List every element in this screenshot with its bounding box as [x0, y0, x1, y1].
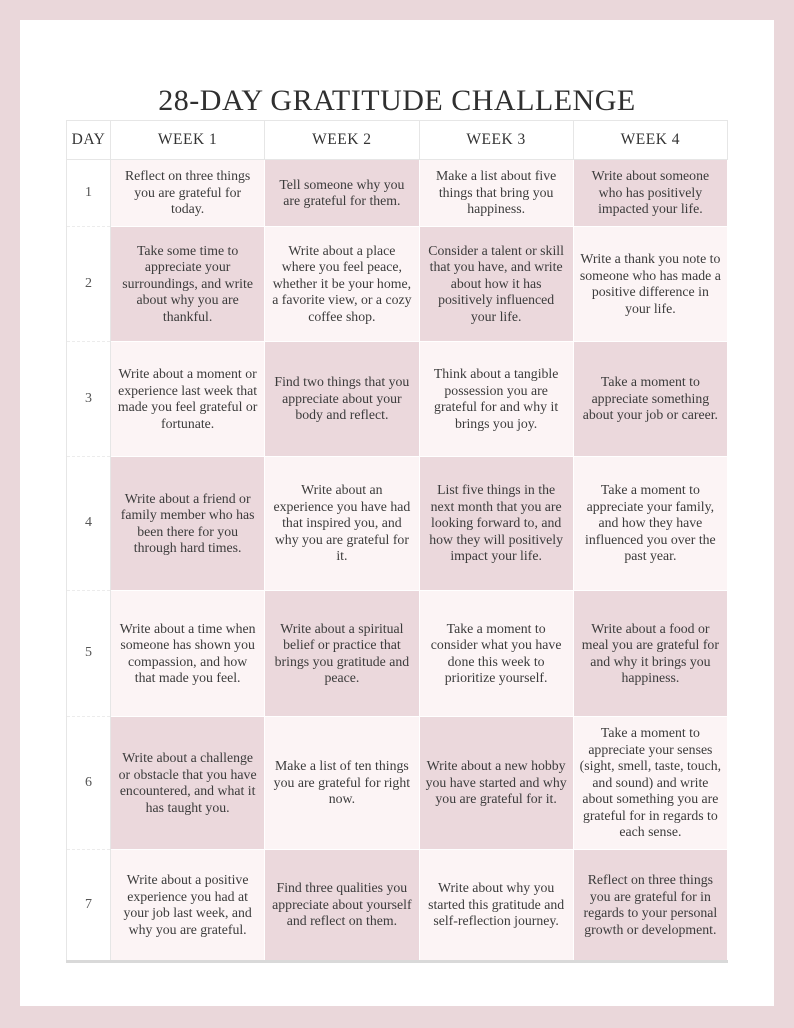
table-row [67, 227, 728, 342]
prompt-cell: Take some time to appreciate your surroundings, and write about why you are thankful. [111, 227, 265, 342]
header-week-3: WEEK 3 [419, 121, 573, 160]
table-row [67, 342, 728, 457]
prompt-cell: Think about a tangible possession you are grateful for and why it brings you joy. [419, 342, 573, 457]
day-number: 6 [67, 717, 111, 850]
prompt-cell: Take a moment to appreciate something about your job or career. [573, 342, 727, 457]
header-week-4: WEEK 4 [573, 121, 727, 160]
page [20, 20, 774, 1006]
prompt-cell: Write a thank you note to someone who has made a positive difference in your life. [573, 227, 727, 342]
day-number: 1 [67, 160, 111, 227]
prompt-cell: Reflect on three things you are grateful for in regards to your personal growth or development. [573, 850, 727, 962]
header-day: DAY [67, 121, 111, 160]
day-number: 3 [67, 342, 111, 457]
day-number: 7 [67, 850, 111, 962]
table-row [67, 457, 728, 591]
prompt-cell: Take a moment to appreciate your senses (sight, smell, taste, touch, and sound) and write about something you are grateful for in regards to each sense. [573, 717, 727, 850]
prompt-cell: Find three qualities you appreciate about yourself and reflect on them. [265, 850, 419, 962]
table-row [67, 850, 728, 962]
prompt-cell: Take a moment to consider what you have done this week to prioritize yourself. [419, 591, 573, 717]
prompt-cell: Write about a challenge or obstacle that you have encountered, and what it has taught you. [111, 717, 265, 850]
prompt-cell: Write about an experience you have had that inspired you, and why you are grateful for it. [265, 457, 419, 591]
table-row [67, 160, 728, 227]
prompt-cell: Make a list about five things that bring you happiness. [419, 160, 573, 227]
prompt-cell: Write about someone who has positively impacted your life. [573, 160, 727, 227]
prompt-cell: Write about a new hobby you have started and why you are grateful for it. [419, 717, 573, 850]
table-row [67, 591, 728, 717]
prompt-cell: Write about a place where you feel peace, whether it be your home, a favorite view, or a cozy coffee shop. [265, 227, 419, 342]
day-number: 4 [67, 457, 111, 591]
header-week-2: WEEK 2 [265, 121, 419, 160]
prompt-cell: Write about a friend or family member who has been there for you through hard times. [111, 457, 265, 591]
prompt-cell: Reflect on three things you are grateful for today. [111, 160, 265, 227]
table-row [67, 717, 728, 850]
prompt-cell: Tell someone why you are grateful for them. [265, 160, 419, 227]
day-number: 5 [67, 591, 111, 717]
prompt-cell: Write about why you started this gratitude and self-reflection journey. [419, 850, 573, 962]
prompt-cell: Consider a talent or skill that you have, and write about how it has positively influenced your life. [419, 227, 573, 342]
prompt-cell: Take a moment to appreciate your family, and how they have influenced you over the past year. [573, 457, 727, 591]
prompt-cell: Write about a moment or experience last week that made you feel grateful or fortunate. [111, 342, 265, 457]
prompt-cell: Make a list of ten things you are grateful for right now. [265, 717, 419, 850]
header-week-1: WEEK 1 [111, 121, 265, 160]
prompt-cell: List five things in the next month that you are looking forward to, and how they will positively impact your life. [419, 457, 573, 591]
prompt-cell: Write about a spiritual belief or practice that brings you gratitude and peace. [265, 591, 419, 717]
prompt-cell: Write about a food or meal you are grateful for and why it brings you happiness. [573, 591, 727, 717]
day-number: 2 [67, 227, 111, 342]
prompt-cell: Write about a positive experience you had at your job last week, and why you are grateful. [111, 850, 265, 962]
prompt-cell: Find two things that you appreciate about your body and reflect. [265, 342, 419, 457]
challenge-table [66, 120, 728, 963]
page-title: 28-DAY GRATITUDE CHALLENGE [158, 84, 636, 117]
prompt-cell: Write about a time when someone has shown you compassion, and how that made you feel. [111, 591, 265, 717]
header-row [67, 121, 728, 160]
